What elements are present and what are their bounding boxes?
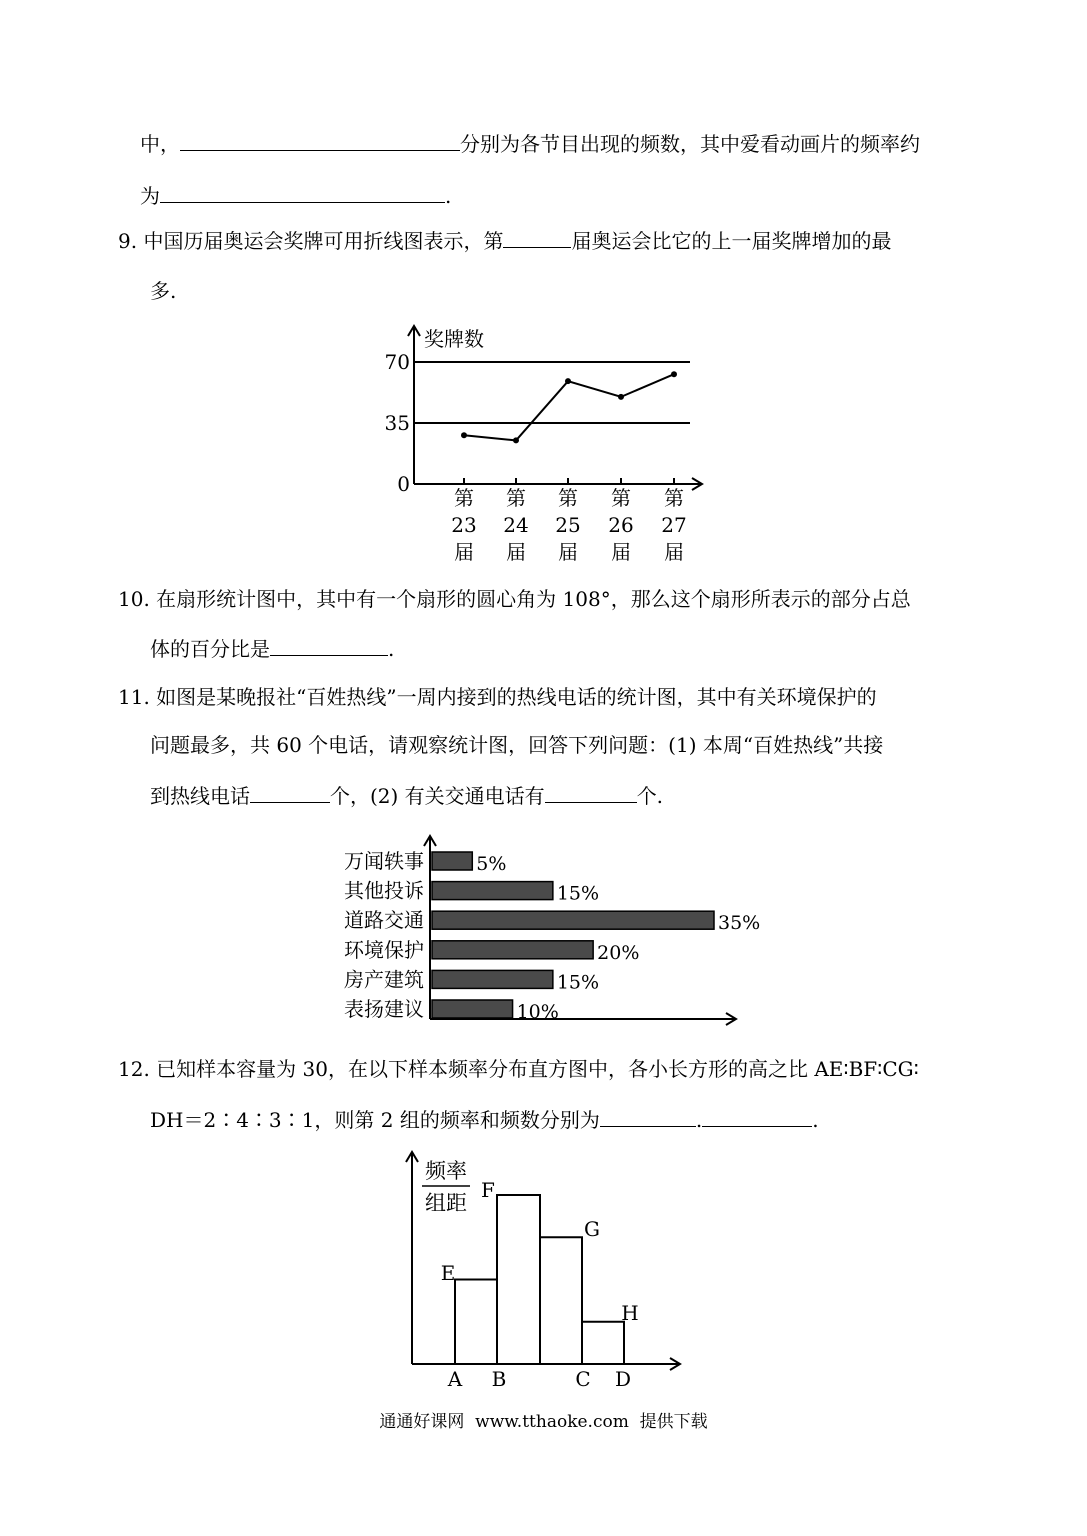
q10-line2-suffix: . — [388, 637, 395, 661]
q8-line2-suffix: . — [445, 184, 452, 208]
q12-line1: 12. 已知样本容量为 30，在以下样本频率分布直方图中，各小长方形的高之比 AE∶BF∶CG∶ — [118, 1057, 919, 1081]
x-tick-label: 第 — [611, 486, 631, 510]
category-label: 表扬建议 — [344, 997, 424, 1021]
histogram-bar-1 — [455, 1280, 497, 1365]
x-point-label: B — [491, 1367, 507, 1391]
value-label: 15% — [556, 971, 600, 994]
category-label: 环境保护 — [344, 937, 424, 962]
x-point-label: C — [575, 1367, 591, 1391]
q12-line2-suffix: . — [812, 1108, 819, 1132]
y-tick-label: 0 — [397, 472, 410, 496]
q8-line2-prefix: 为 — [140, 184, 160, 208]
value-label: 20% — [597, 941, 640, 964]
x-tick-label: 第 — [558, 486, 578, 510]
histogram-bar-4 — [582, 1322, 624, 1364]
y-label-denominator: 组距 — [425, 1191, 467, 1215]
x-tick-label: 届 — [611, 540, 631, 564]
q9-line1-prefix: 9. 中国历届奥运会奖牌可用折线图表示，第 — [118, 229, 504, 253]
x-tick-label: 第 — [664, 486, 684, 510]
x-tick-label: 届 — [664, 540, 684, 564]
q11-line2: 问题最多，共 60 个电话，请观察统计图，回答下列问题：(1) 本周“百姓热线”共接 — [150, 733, 884, 757]
q10-line1: 10. 在扇形统计图中，其中有一个扇形的圆心角为 108°，那么这个扇形所表示的部分占总 — [118, 587, 911, 611]
x-tick-label: 第 — [454, 486, 474, 510]
y-tick-label: 35 — [384, 411, 410, 435]
q9-line1-suffix: 届奥运会比它的上一届奖牌增加的最 — [571, 229, 892, 253]
value-label: 15% — [556, 882, 600, 905]
q8-line1-suffix: 分别为各节目出现的频数，其中爱看动画片的频率约 — [460, 132, 920, 156]
value-label: 35% — [718, 912, 761, 935]
y-axis-label: 奖牌数 — [424, 327, 484, 351]
q11-line3-b: 个，(2) 有关交通电话有 — [330, 784, 545, 808]
q11-line3-c: 个. — [636, 784, 664, 808]
bar-point-label: E — [440, 1261, 456, 1285]
q8-line1-prefix: 中， — [140, 132, 180, 156]
bar-point-label: H — [621, 1301, 639, 1325]
value-label: 5% — [476, 853, 507, 875]
q12-line2-mid: . — [695, 1108, 703, 1132]
category-label: 万闻轶事 — [344, 849, 424, 873]
bar-point-label: G — [584, 1217, 600, 1241]
q11-line3-a: 到热线电话 — [150, 784, 250, 808]
category-label: 其他投诉 — [344, 878, 424, 903]
x-tick-label: 26 — [608, 513, 634, 537]
bar-point-label: F — [481, 1178, 495, 1202]
x-tick-label: 届 — [454, 540, 474, 564]
x-tick-label: 届 — [506, 540, 526, 564]
x-tick-label: 第 — [506, 486, 526, 510]
x-tick-label: 届 — [558, 540, 578, 564]
histogram-bar-2 — [497, 1195, 540, 1364]
value-label: 10% — [516, 1001, 559, 1023]
x-tick-label: 24 — [503, 513, 529, 537]
q10-line2-prefix: 体的百分比是 — [150, 637, 270, 661]
category-label: 房产建筑 — [344, 967, 424, 992]
page-footer: 通通好课网 www.tthaoke.com 提供下载 — [379, 1412, 708, 1432]
x-point-label: D — [614, 1367, 632, 1391]
q12-line2-prefix: DH＝2∶4∶3∶1，则第 2 组的频率和频数分别为 — [150, 1108, 600, 1132]
q11-line1: 11. 如图是某晚报社“百姓热线”一周内接到的热线电话的统计图，其中有关环境保护的 — [118, 685, 877, 709]
y-label-numerator: 频率 — [425, 1159, 467, 1183]
category-label: 道路交通 — [344, 908, 424, 933]
histogram-bar-3 — [540, 1237, 582, 1364]
q9-line2: 多. — [150, 279, 177, 303]
y-tick-label: 70 — [384, 350, 410, 374]
x-tick-label: 27 — [661, 513, 687, 537]
x-point-label: A — [447, 1367, 463, 1391]
x-tick-label: 25 — [555, 513, 581, 537]
x-tick-label: 23 — [451, 513, 477, 537]
